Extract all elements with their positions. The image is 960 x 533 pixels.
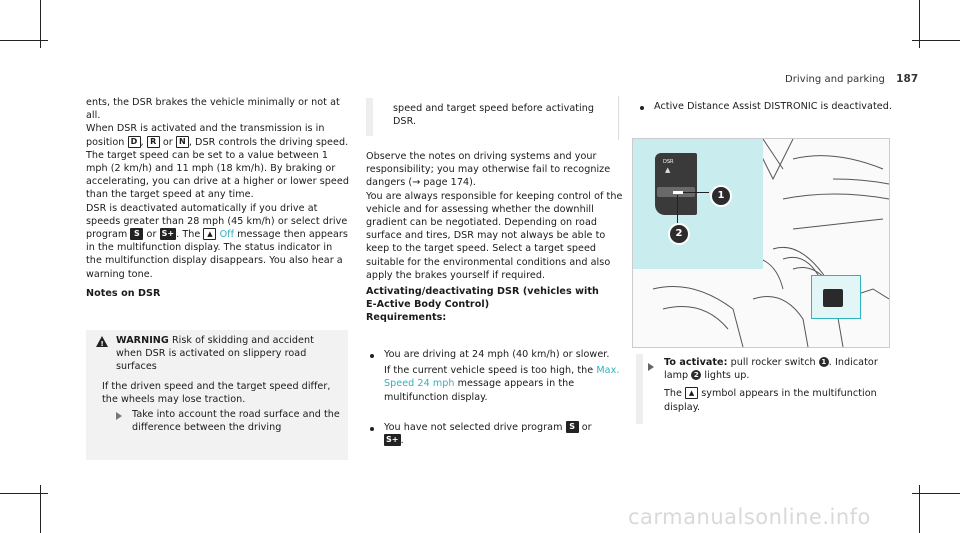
crop-mark bbox=[919, 0, 920, 48]
off-message: Off bbox=[219, 229, 235, 241]
gear-r-key: R bbox=[147, 136, 160, 148]
callout-2-inline: 2 bbox=[691, 370, 701, 380]
bullet-distronic: Active Distance Assist DISTRONIC is deactivated. bbox=[654, 101, 892, 112]
max-speed-message: Max. Speed 24 mph bbox=[384, 365, 620, 390]
leader-line bbox=[677, 195, 678, 223]
page-number: 187 bbox=[896, 73, 919, 85]
paragraph: DSR is deactivated automatically if you drive at speeds greater than 28 mph (45 km/h) or select drive program S or S+ . The ▲ Off message then appears in the multifunction display. The status indicator in the multifunction display disappears. You also hear a warning tone. bbox=[86, 202, 348, 280]
dsr-symbol-icon: ▲ bbox=[685, 387, 698, 399]
activate-label: To activate: bbox=[664, 357, 728, 368]
rocker-switch-panel bbox=[655, 153, 697, 215]
dsr-symbol-icon: ▲ bbox=[665, 166, 671, 174]
exclamation-icon: ! bbox=[100, 340, 104, 348]
leader-line bbox=[683, 192, 709, 193]
paragraph: When DSR is activated and the transmission is in position D , R or N , DSR controls the driving speed. The target speed can be set to a value between 1 mph (2 km/h) and 11 mph (18 km/h). By braking or accelerating, you can drive at a higher or lower speed than the target speed at any time. bbox=[86, 123, 349, 201]
indicator-lamp bbox=[673, 191, 683, 194]
requirement-2: You have not selected drive program S or S+ . bbox=[384, 422, 592, 447]
warning-heading: WARNING Risk of skidding and accident when DSR is activated on slippery road surfaces bbox=[116, 335, 314, 373]
dsr-label: DSR bbox=[663, 159, 674, 165]
column-2 bbox=[366, 150, 626, 325]
highlight-panel bbox=[633, 139, 763, 269]
notes-heading: Notes on DSR bbox=[86, 287, 161, 299]
dsr-symbol-icon: ▲ bbox=[203, 228, 216, 240]
paragraph: Observe the notes on driving systems and your responsibility; you may otherwise fail to recognize dangers (→ page 174). bbox=[366, 151, 611, 189]
paragraph: ents, the DSR brakes the vehicle minimally or not at all. bbox=[86, 97, 340, 122]
drive-program-s-key: S bbox=[566, 421, 579, 433]
switch-location bbox=[823, 289, 843, 307]
tip-bar bbox=[636, 354, 643, 424]
drive-program-s-key: S bbox=[130, 228, 143, 240]
crop-mark bbox=[40, 0, 41, 48]
drive-program-splus-key: S+ bbox=[386, 435, 399, 445]
gear-d-key: D bbox=[128, 136, 141, 148]
action-arrow-icon bbox=[116, 412, 122, 420]
bullet bbox=[370, 427, 374, 431]
requirement-1: You are driving at 24 mph (40 km/h) or slower. If the current vehicle speed is too high, the Max. Speed 24 mph message appears in the multifunction display. bbox=[384, 349, 620, 403]
warning-body: If the driven speed and the target speed differ, the wheels may lose traction. bbox=[102, 381, 331, 406]
callout-1-inline: 1 bbox=[819, 357, 829, 367]
tip-bar bbox=[366, 98, 373, 136]
warning-label: WARNING bbox=[116, 335, 169, 346]
callout-2: 2 bbox=[668, 223, 690, 245]
watermark: carmanualsonline.info bbox=[628, 505, 871, 529]
crop-mark bbox=[40, 485, 41, 533]
tip-continuation: speed and target speed before activating DSR. bbox=[393, 103, 595, 128]
drive-program-splus-key: S+ bbox=[161, 229, 175, 239]
paragraph: You are always responsible for keeping control of the vehicle and for assessing whether the downhill gradient can be negotiated. Depending on road surface and tires, DSR may not always be able to keep to the target speed. Select a target speed suitable for the environmental conditions and also apply the brakes yourself if required. bbox=[366, 190, 623, 281]
divider bbox=[618, 96, 619, 140]
crop-mark bbox=[919, 485, 920, 533]
bullet bbox=[640, 106, 644, 110]
warning-tip: Take into account the road surface and the difference between the driving bbox=[132, 409, 340, 434]
action-arrow-icon bbox=[648, 363, 654, 371]
running-header bbox=[785, 73, 918, 86]
section-title: Driving and parking bbox=[785, 74, 885, 85]
callout-1: 1 bbox=[710, 185, 732, 207]
activate-heading: Activating/deactivating DSR (vehicles with E-Active Body Control) bbox=[366, 286, 599, 311]
column-1 bbox=[86, 96, 350, 300]
illustration bbox=[632, 138, 890, 348]
gear-n-key: N bbox=[176, 136, 189, 148]
bullet bbox=[370, 354, 374, 358]
activate-step: To activate: pull rocker switch 1 . Indicator lamp 2 lights up. The ▲ symbol appears in the multifunction display. bbox=[664, 357, 878, 413]
requirements-heading: Requirements: bbox=[366, 312, 447, 324]
